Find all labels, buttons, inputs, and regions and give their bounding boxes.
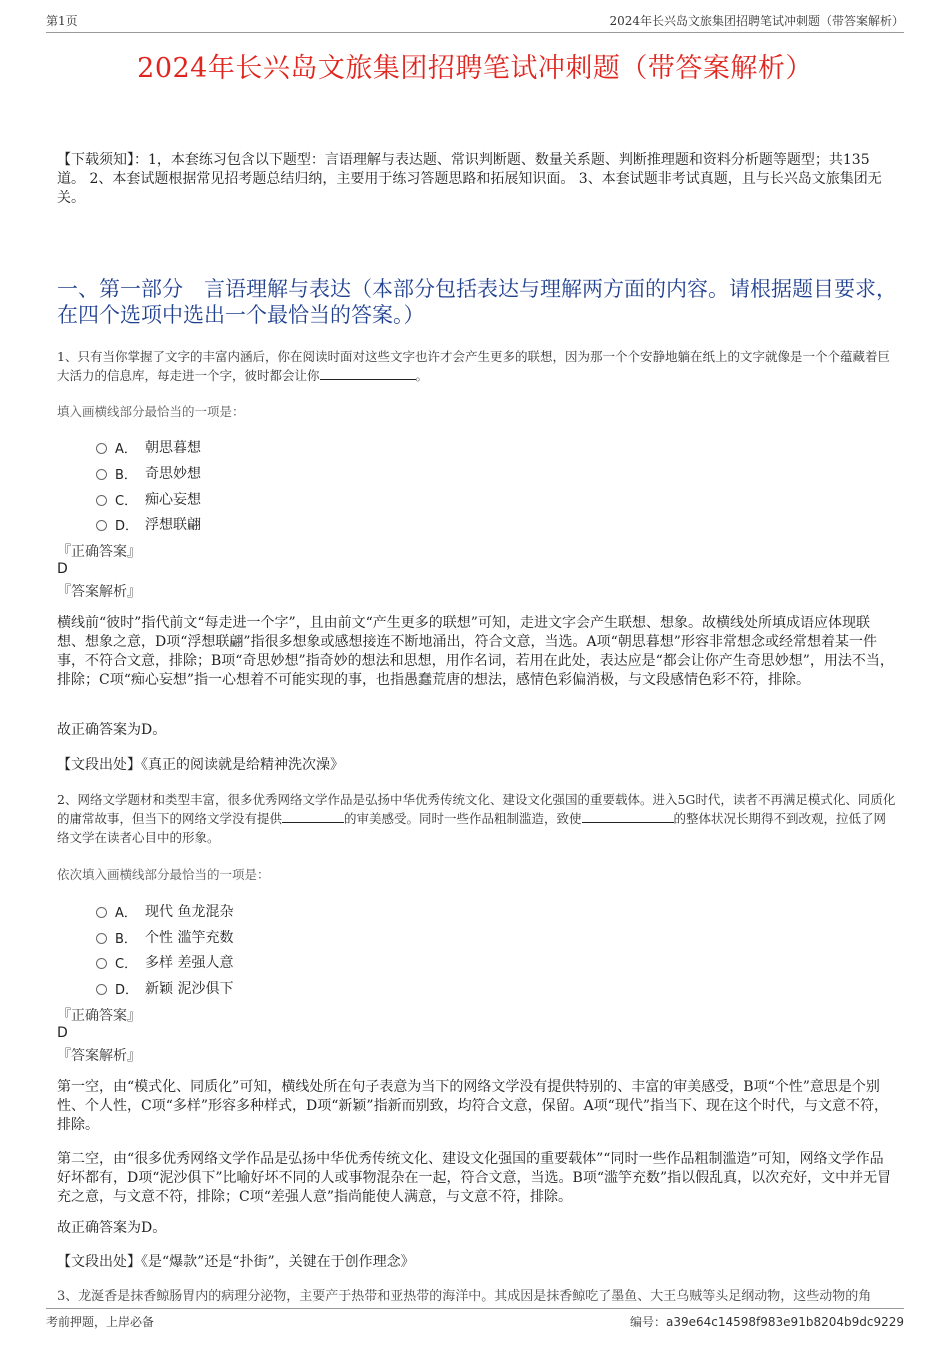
- question-1-option-c[interactable]: [96, 489, 201, 509]
- radio-icon[interactable]: [96, 469, 107, 480]
- question-1-option-d[interactable]: [96, 514, 201, 534]
- question-2-analysis-2: 第二空，由“很多优秀网络文学作品是弘扬中华优秀传统文化、建设文化强国的重要载体”“同时一些作品粗制滥造”可知，网络文学作品好坏都有，D项“泥沙俱下”比喻好坏不同的人或事物混杂在一起，符合文意，当选。B项“滥竽充数”指以假乱真，以次充好，文中并无冒充之意，与文意不符，排除；C项“差强人意”指尚能使人满意，与文意不符，排除。: [57, 1151, 892, 1205]
- header-doc-title: 2024年长兴岛文旅集团招聘笔试冲刺题（带答案解析）: [609, 14, 904, 28]
- question-1-analysis-label: 『答案解析』: [57, 584, 141, 600]
- radio-icon[interactable]: [96, 907, 107, 918]
- question-2-option-b[interactable]: [96, 927, 233, 947]
- question-2-analysis-label: 『答案解析』: [57, 1048, 141, 1064]
- question-2-source: 【文段出处】《是“爆款”还是“扑街”，关键在于创作理念》: [57, 1254, 415, 1270]
- option-text: 多样 差强人意: [145, 955, 234, 971]
- option-text: 现代 鱼龙混杂: [145, 904, 234, 920]
- question-1-correct-label: 『正确答案』: [57, 544, 141, 560]
- section-heading: 一、第一部分 言语理解与表达（本部分包括表达与理解两方面的内容。请根据题目要求，在四个选项中选出一个最恰当的答案。）: [57, 277, 897, 327]
- radio-icon[interactable]: [96, 984, 107, 995]
- option-letter: C．: [115, 956, 138, 972]
- question-2-answer: D: [57, 1025, 68, 1041]
- option-letter: B．: [115, 931, 137, 947]
- question-1-option-a[interactable]: [96, 437, 201, 457]
- question-2-text: 2、网络文学题材和类型丰富，很多优秀网络文学作品是弘扬中华优秀传统文化、建设文化强国的重要载体。进入5G时代，读者不再满足模式化、同质化的庸常故事，但当下的网络文学没有提供: [57, 792, 896, 826]
- option-text: 个性 滥竽充数: [145, 930, 234, 946]
- footer-slogan: 考前押题，上岸必备: [46, 1315, 155, 1329]
- page-number: 第1页: [46, 14, 78, 28]
- question-1-prompt: 填入画横线部分最恰当的一项是：: [57, 404, 245, 419]
- page-header: [46, 12, 904, 33]
- question-2-text-end: 的整体状况长期得不到改观，拉低了网络文学在读者心目中的形象。: [57, 811, 887, 845]
- option-text: 朝思暮想: [145, 440, 201, 456]
- question-1-answer: D: [57, 561, 68, 577]
- question-2-analysis-1: 第一空，由“模式化、同质化”可知，横线处所在句子表意为当下的网络文学没有提供特别的、丰富的审美感受，B项“个性”意思是个别性、个人性，C项“多样”形容多种样式，D项“新颖”指新而别致，均符合文意，保留。A项“现代”指当下、现在这个时代，与文意不符，排除。: [57, 1079, 888, 1133]
- option-text: 新颖 泥沙俱下: [145, 981, 234, 997]
- question-2-option-c[interactable]: [96, 952, 233, 972]
- question-1-source: 【文段出处】《真正的阅读就是给精神洗次澡》: [57, 757, 344, 773]
- question-2-correct-label: 『正确答案』: [57, 1008, 141, 1024]
- option-letter: A．: [115, 441, 137, 457]
- answer-blank: [282, 810, 344, 823]
- option-text: 痴心妄想: [145, 492, 201, 508]
- question-1-option-b[interactable]: [96, 463, 201, 483]
- code-value: a39e64c14598f983e91b8204b9dc9229: [666, 1315, 904, 1329]
- option-letter: D．: [115, 518, 139, 534]
- question-1-text: 1、只有当你掌握了文字的丰富内涵后，你在阅读时面对这些文字也许才会产生更多的联想，因为那一个个安静地躺在纸上的文字就像是一个个蕴藏着巨大活力的信息库，每走进一个字，彼时都会让你: [57, 349, 890, 383]
- radio-icon[interactable]: [96, 958, 107, 969]
- option-text: 浮想联翩: [145, 517, 201, 533]
- page-footer: [46, 1308, 904, 1330]
- option-text: 奇思妙想: [145, 466, 201, 482]
- question-2-prompt: 依次填入画横线部分最恰当的一项是：: [57, 867, 270, 882]
- question-2-conclusion: 故正确答案为D。: [57, 1220, 167, 1236]
- radio-icon[interactable]: [96, 520, 107, 531]
- radio-icon[interactable]: [96, 495, 107, 506]
- option-letter: D．: [115, 982, 139, 998]
- download-notice: 【下载须知】：1，本套练习包含以下题型：言语理解与表达题、常识判断题、数量关系题、判断推理题和资料分析题等题型；共135道。 2、本套试题根据常见招考题总结归纳，主要用于练习答题思路和拓展知识面。 3、本套试题非考试真题，且与长兴岛文旅集团无关。: [57, 152, 882, 206]
- option-letter: A．: [115, 905, 137, 921]
- document-title: 2024年长兴岛文旅集团招聘笔试冲刺题（带答案解析）: [137, 53, 813, 84]
- question-2-stem: [57, 790, 897, 847]
- question-2-option-a[interactable]: [96, 901, 233, 921]
- question-1-stem: [57, 347, 897, 385]
- question-2-text-mid: 的审美感受。同时一些作品粗制滥造，致使: [344, 811, 582, 826]
- option-letter: B．: [115, 467, 137, 483]
- code-label: 编号：: [629, 1315, 666, 1329]
- radio-icon[interactable]: [96, 443, 107, 454]
- question-1-analysis: 横线前“彼时”指代前文“每走进一个字”，且由前文“产生更多的联想”可知，走进文字会产生联想、想象。故横线处所填成语应体现联想、想象之意，D项“浮想联翩”指很多想象或感想接连不断地涌出，符合文意，当选。A项“朝思暮想”形容非常想念或经常想着某一件事，不符合文意，排除；B项“奇思妙想”指奇妙的想法和思想，用作名词，若用在此处，表达应是“都会让你产生奇思妙想”，用法不当，排除；C项“痴心妄想”指一心想着不可能实现的事，也指愚蠢荒唐的想法，感情色彩偏消极，与文段感情色彩不符，排除。: [57, 615, 894, 688]
- document-code: [630, 1313, 904, 1330]
- question-1-conclusion: 故正确答案为D。: [57, 722, 167, 738]
- question-2-option-d[interactable]: [96, 978, 233, 998]
- question-3-partial: 3、龙涎香是抹香鲸肠胃内的病理分泌物，主要产于热带和亚热带的海洋中。其成因是抹香鲸吃了墨鱼、大王乌贼等头足纲动物，这些动物的角: [57, 1289, 872, 1304]
- radio-icon[interactable]: [96, 933, 107, 944]
- option-letter: C．: [115, 493, 138, 509]
- answer-blank: [320, 367, 416, 380]
- answer-blank: [582, 810, 674, 823]
- question-1-text-end: 。: [415, 368, 429, 383]
